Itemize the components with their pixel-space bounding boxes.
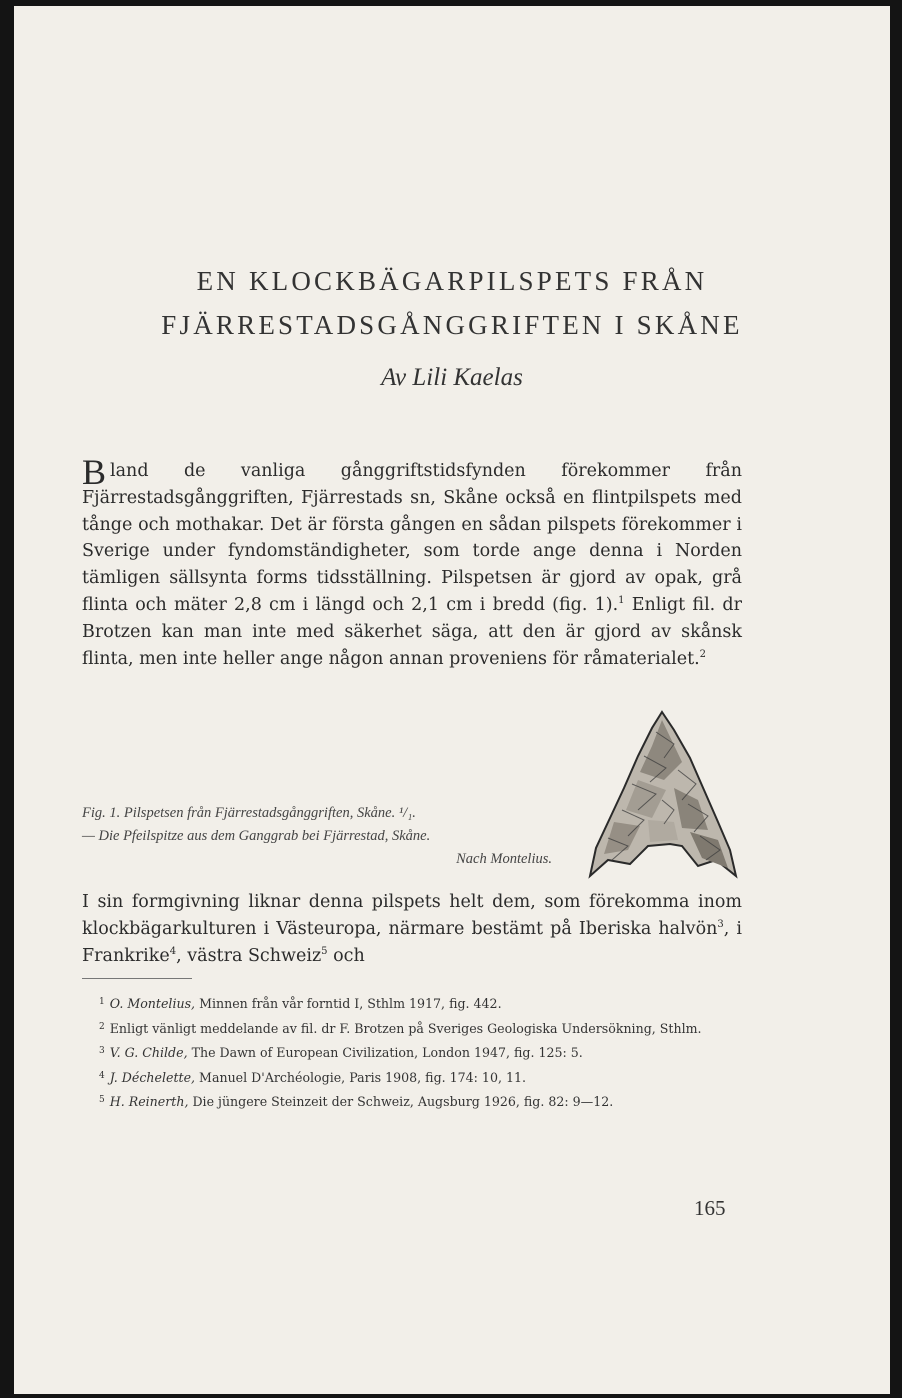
caption-line-1: Fig. 1. Pilspetsen från Fjärrestadsgånggriften, Skåne. ¹/₁. [82,805,416,821]
article-title-line-2: FJÄRRESTADSGÅNGGRIFTEN I SKÅNE [161,310,743,340]
paragraph-1-text-a: land de vanliga gånggriftstidsfynden förekommer från Fjärrestadsgånggriften, Fjärrestads sn, Skåne också en flintpilspets med tånge och mothakar. Det är första gången en sådan pilspets förekommer i Sverige under fyndomständigheter, som torde ange denna i Norden tämligen sällsynta forms tidsställning. Pilspetsen är gjord av opak, grå flinta och mäter 2,8 cm i längd och 2,1 cm i bredd (fig. 1). [82,461,742,615]
footnote-text: Minnen från vår forntid I, Sthlm 1917, fig. 442. [195,996,502,1011]
footnote-author: J. Déchelette, [109,1069,196,1085]
arrowhead-illustration [578,710,746,880]
paragraph-2-text-d: och [327,945,365,966]
caption-line-3: Nach Montelius. [456,851,552,867]
footnote-number: 5 [99,1095,105,1106]
footnotes [82,991,742,1114]
caption-line-2: — Die Pfeilspitze aus dem Ganggrab bei Fjärrestad, Skåne. [82,828,431,844]
footnote-number: 4 [99,1070,105,1081]
footnote-ref-5[interactable]: 5 [321,945,328,957]
footnote-text: Manuel D'Archéologie, Paris 1908, fig. 174: 10, 11. [195,1069,526,1085]
footnote-number: 2 [99,1021,105,1032]
paragraph-2-text-b: , i Frankrike [82,918,742,966]
article-title-line-1: EN KLOCKBÄGARPILSPETS FRÅN [196,266,708,296]
paragraph-1 [82,452,743,672]
footnote-2 [82,1016,742,1041]
footnote-3 [82,1040,742,1065]
footnote-ref-1[interactable]: 1 [618,594,625,606]
page [14,6,890,1394]
author-byline: Av Lili Kaelas [381,364,523,391]
footnote-ref-4[interactable]: 4 [169,945,177,957]
paragraph-2 [82,889,742,969]
footnote-author: V. G. Childe, [109,1045,188,1061]
footnote-text: The Dawn of European Civilization, London 1947, fig. 125: 5. [187,1045,583,1061]
page-number: 165 [694,1196,726,1220]
footnote-text: Die jüngere Steinzeit der Schweiz, Augsburg 1926, fig. 82: 9—12. [188,1094,614,1110]
footnote-text: Enligt vänligt meddelande av fil. dr F. Brotzen på Sveriges Geologiska Undersökning, Sthlm. [109,1020,702,1036]
figure-caption [82,802,552,871]
footnote-author: O. Montelius, [109,996,196,1011]
drop-cap: B [82,452,107,492]
footnote-author: H. Reinerth, [109,1094,189,1110]
paragraph-2-text-a: I sin formgivning liknar denna pilspets helt dem, som förekomma inom klockbägarkulturen i Västeuropa, närmare bestämt på Iberiska halvön [82,892,742,939]
paragraph-1-text-b: Enligt fil. dr Brotzen kan man inte med säkerhet säga, att den är gjord av skånsk flinta, men inte heller ange någon annan proveniens för råmaterialet. [82,594,743,669]
footnote-1 [82,991,742,1016]
footnote-4 [82,1065,742,1090]
footnote-5 [82,1089,742,1114]
footnote-ref-3[interactable]: 3 [717,918,724,930]
paragraph-2-text-c: , västra Schweiz [176,945,322,966]
footnote-number: 1 [99,997,105,1007]
footnote-ref-2[interactable]: 2 [699,648,707,660]
footnote-number: 3 [99,1046,105,1057]
footnote-divider [82,978,192,979]
